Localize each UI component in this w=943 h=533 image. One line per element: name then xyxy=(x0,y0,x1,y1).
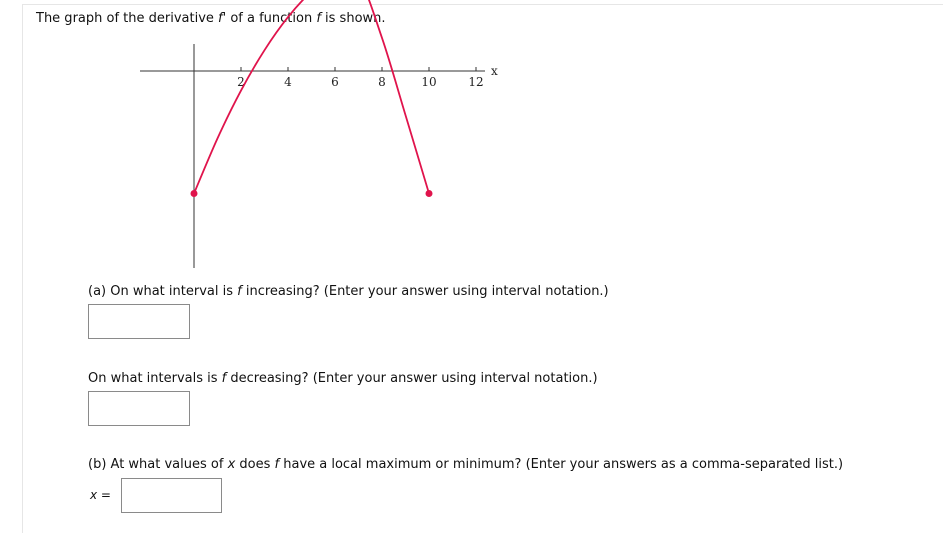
x-tick-label: 6 xyxy=(331,75,339,89)
intro-part2: of a function xyxy=(226,11,317,26)
content-frame xyxy=(22,4,943,533)
decreasing-question-post: decreasing? (Enter your answer using interval notation.) xyxy=(226,371,598,386)
intro-f: f xyxy=(316,11,321,26)
x-var-label: x xyxy=(90,488,98,502)
increasing-question-post: increasing? (Enter your answer using interval notation.) xyxy=(241,284,609,299)
decreasing-question xyxy=(88,371,598,387)
intro-part1: The graph of the derivative xyxy=(36,11,219,26)
decreasing-question-pre: On what intervals is xyxy=(88,371,222,386)
extrema-question-x: x xyxy=(227,457,236,472)
increasing-question-pre: (a) On what interval is xyxy=(88,284,238,299)
decreasing-interval-input[interactable] xyxy=(88,391,190,426)
extrema-x-values-input[interactable] xyxy=(121,478,222,513)
x-equals-label xyxy=(90,488,111,502)
decreasing-question-f: f xyxy=(221,371,227,386)
x-tick-label: 4 xyxy=(284,75,292,89)
increasing-question xyxy=(88,284,609,300)
x-axis-label: x xyxy=(491,64,498,78)
x-tick-label: 12 xyxy=(468,75,484,89)
intro-part3: is shown. xyxy=(320,11,386,26)
intro-text xyxy=(36,11,386,27)
increasing-interval-input[interactable] xyxy=(88,304,190,339)
equals-sign: = xyxy=(97,488,111,502)
x-tick-label: 10 xyxy=(421,75,437,89)
extrema-question-post: have a local maximum or minimum? (Enter your answers as a comma-separated list.) xyxy=(279,457,844,472)
extrema-question-f: f xyxy=(274,457,280,472)
x-tick-label: 8 xyxy=(378,75,386,89)
extrema-question-pre: (b) At what values of xyxy=(88,457,228,472)
intro-fprime: f' xyxy=(218,11,227,26)
increasing-question-f: f xyxy=(237,284,242,299)
extrema-question-mid: does xyxy=(235,457,275,472)
x-tick-label: 2 xyxy=(237,75,245,89)
extrema-question xyxy=(88,457,843,473)
